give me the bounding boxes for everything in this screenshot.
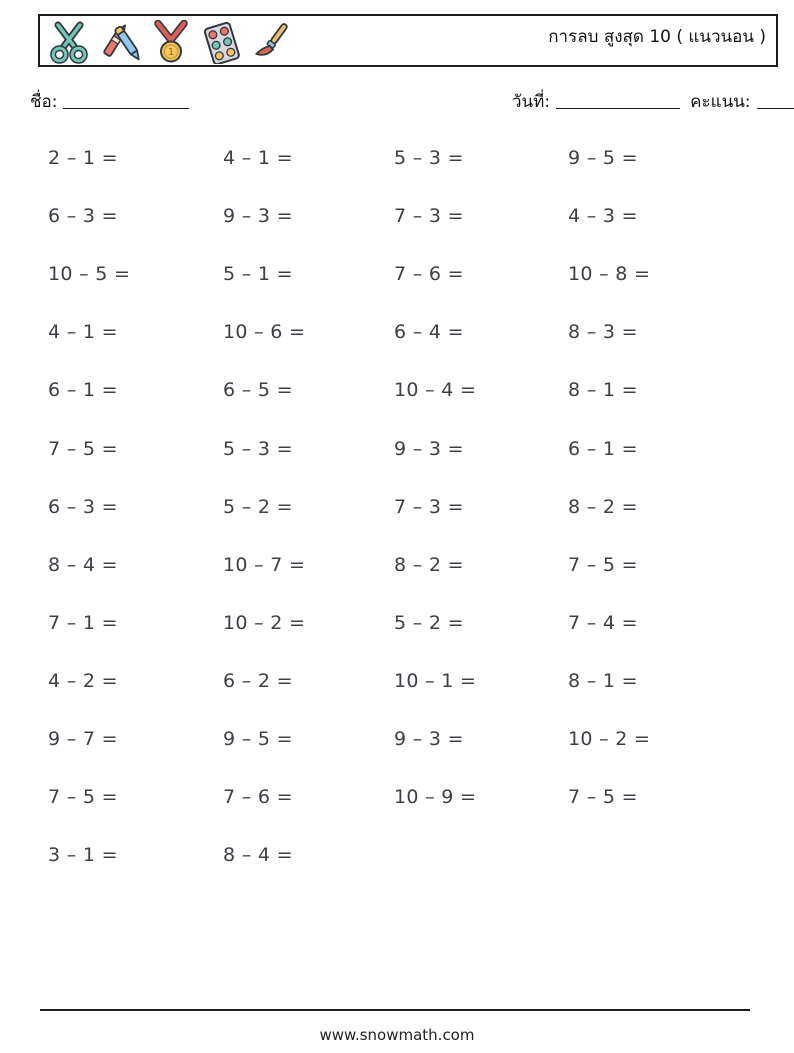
problem: 10 – 5 = [48,263,131,286]
problem: 3 – 1 = [48,844,118,867]
problem: 5 – 2 = [394,611,464,634]
problem: 7 – 6 = [394,263,464,286]
problem: 8 – 3 = [568,321,638,344]
problem: 4 – 1 = [48,321,118,344]
problem: 8 – 1 = [568,379,638,402]
problem: 7 – 5 = [568,553,638,576]
problem: 4 – 1 = [223,147,293,170]
problem: 10 – 8 = [568,263,651,286]
worksheet-title: การลบ สูงสุด 10 ( แนวนอน ) [548,27,766,47]
problem: 9 – 3 = [223,205,293,228]
problem: 10 – 1 = [394,669,477,692]
problem: 10 – 9 = [394,786,477,809]
problem: 6 – 2 = [223,669,293,692]
fields-row [0,88,794,114]
problems-grid [48,129,758,884]
problem: 10 – 2 = [223,611,306,634]
date-label: วันที่: [512,92,551,112]
svg-text:1: 1 [167,46,175,58]
problem: 9 – 5 = [568,147,638,170]
problem: 9 – 3 = [394,727,464,750]
problem: 7 – 5 = [568,786,638,809]
problem: 4 – 3 = [568,205,638,228]
problem: 6 – 3 = [48,495,118,518]
scissors-icon [47,20,91,64]
name-write-line [63,94,189,109]
problem: 5 – 1 = [223,263,293,286]
problem: 8 – 2 = [394,553,464,576]
problem: 6 – 3 = [48,205,118,228]
problem: 2 – 1 = [48,147,118,170]
problem: 7 – 4 = [568,611,638,634]
score-label: คะแนน: [690,92,751,112]
problem: 8 – 2 = [568,495,638,518]
problem: 10 – 7 = [223,553,306,576]
problem: 9 – 7 = [48,727,118,750]
paint-palette-icon [200,20,244,64]
problem: 10 – 4 = [394,379,477,402]
problem: 5 – 2 = [223,495,293,518]
problem: 7 – 5 = [48,437,118,460]
problem: 6 – 1 = [568,437,638,460]
problem: 6 – 4 = [394,321,464,344]
name-field [30,88,189,115]
problem: 7 – 3 = [394,205,464,228]
date-write-line [556,94,680,109]
problem: 10 – 6 = [223,321,306,344]
header-box [38,14,778,67]
website-text: www.snowmath.com [319,1026,475,1044]
problem: 9 – 3 = [394,437,464,460]
problem: 8 – 4 = [223,844,293,867]
problem: 7 – 3 = [394,495,464,518]
date-score-field [512,88,794,115]
problem: 5 – 3 = [394,147,464,170]
problem: 8 – 4 = [48,553,118,576]
problem: 7 – 1 = [48,611,118,634]
problem: 8 – 1 = [568,669,638,692]
problem: 10 – 2 = [568,727,651,750]
problem: 9 – 5 = [223,727,293,750]
problem: 5 – 3 = [223,437,293,460]
problem: 7 – 5 = [48,786,118,809]
problem: 4 – 2 = [48,669,118,692]
footer-divider [40,1009,750,1011]
crayons-icon [98,20,142,64]
medal-icon [149,20,193,64]
problem: 7 – 6 = [223,786,293,809]
problem: 6 – 1 = [48,379,118,402]
name-label: ชื่อ: [30,92,58,112]
problem: 6 – 5 = [223,379,293,402]
header-icons [47,20,295,64]
paintbrush-icon [251,20,295,64]
score-write-line [757,94,794,109]
